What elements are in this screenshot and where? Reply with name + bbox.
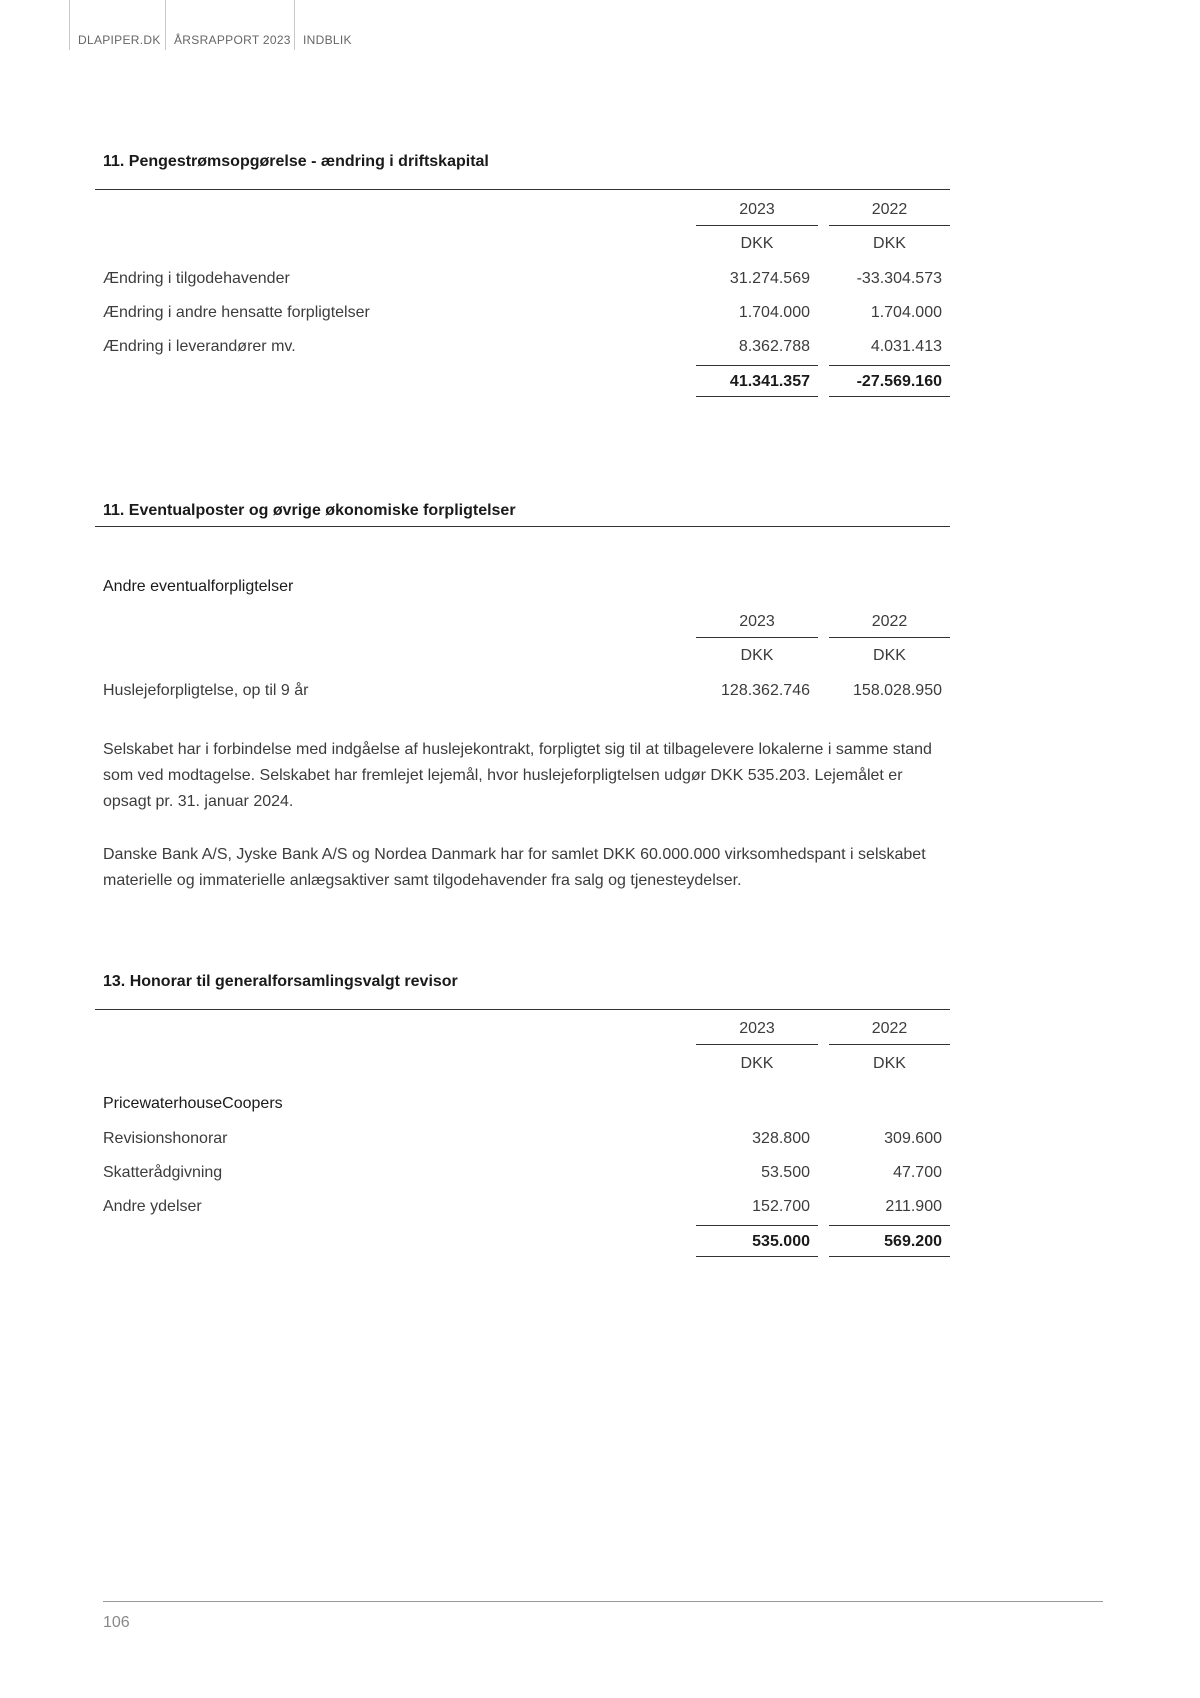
nav-item-indblik[interactable]: INDBLIK — [294, 0, 374, 50]
year-2023-header: 2023 — [696, 606, 818, 638]
section-divider — [95, 526, 950, 527]
section-divider — [95, 189, 950, 190]
subsection-title: Andre eventualforpligtelser — [103, 578, 294, 595]
currency-2023-header: DKK — [740, 1055, 774, 1072]
total-2022: -27.569.160 — [829, 365, 950, 397]
value-2023: 152.700 — [752, 1198, 810, 1215]
row-label: Ændring i leverandører mv. — [103, 338, 296, 355]
value-2022: 158.028.950 — [853, 682, 942, 699]
row-label: Revisionshonorar — [103, 1130, 228, 1147]
value-2022: 309.600 — [884, 1130, 942, 1147]
value-2022: 1.704.000 — [870, 304, 942, 321]
table-group-row — [0, 1088, 1200, 1120]
table-row — [0, 1157, 1200, 1189]
currency-2022-header: DKK — [873, 235, 906, 252]
value-2022: 211.900 — [885, 1198, 942, 1215]
section-title-auditor-fees: 13. Honorar til generalforsamlingsvalgt revisor — [103, 973, 458, 990]
currency-2022-header: DKK — [873, 1055, 906, 1072]
table-header-years — [0, 194, 1200, 226]
table-total-row — [0, 1225, 1200, 1257]
section-title-contingencies: 11. Eventualposter og øvrige økonomiske forpligtelser — [103, 502, 516, 519]
year-2022-header: 2022 — [829, 194, 950, 226]
value-2022: -33.304.573 — [856, 270, 942, 287]
table-header-currency — [0, 228, 1200, 260]
table-row — [0, 675, 1200, 707]
currency-2022-header: DKK — [873, 647, 906, 664]
year-2022-header: 2022 — [829, 606, 950, 638]
row-label: Huslejeforpligtelse, op til 9 år — [103, 682, 309, 699]
table-header-years — [0, 606, 1200, 638]
table-row — [0, 1123, 1200, 1155]
value-2023: 8.362.788 — [738, 338, 810, 355]
nav-item-aarsrapport[interactable]: ÅRSRAPPORT 2023 — [165, 0, 294, 50]
value-2022: 4.031.413 — [870, 338, 942, 355]
currency-2023-header: DKK — [740, 235, 774, 252]
section-title-cashflow: 11. Pengestrømsopgørelse - ændring i driftskapital — [103, 153, 489, 170]
total-2023: 41.341.357 — [696, 365, 818, 397]
nav-item-dlapiper[interactable]: DLAPIPER.DK — [69, 0, 165, 50]
value-2022: 47.700 — [893, 1164, 942, 1181]
year-2023-header: 2023 — [696, 194, 818, 226]
total-2022: 569.200 — [829, 1225, 950, 1257]
value-2023: 128.362.746 — [721, 682, 810, 699]
table-header-currency — [0, 640, 1200, 672]
paragraph-pledge: Danske Bank A/S, Jyske Bank A/S og Nordea Danmark har for samlet DKK 60.000.000 virksomhedspant i selskabet materielle og immaterielle anlægsaktiver samt tilgodehavender fra salg og tjenesteydelser. — [103, 846, 926, 889]
currency-2023-header: DKK — [740, 647, 774, 664]
table-header-years — [0, 1013, 1200, 1045]
table-row — [0, 1191, 1200, 1223]
row-label: Ændring i andre hensatte forpligtelser — [103, 304, 370, 321]
page-number: 106 — [103, 1614, 130, 1631]
year-2022-header: 2022 — [829, 1013, 950, 1045]
value-2023: 53.500 — [761, 1164, 810, 1181]
table-header-currency — [0, 1048, 1200, 1080]
table-total-row — [0, 365, 1200, 397]
section-divider — [95, 1009, 950, 1010]
table-row — [0, 297, 1200, 329]
year-2023-header: 2023 — [696, 1013, 818, 1045]
table-row — [0, 263, 1200, 295]
value-2023: 1.704.000 — [738, 304, 810, 321]
value-2023: 328.800 — [752, 1130, 810, 1147]
row-label: Andre ydelser — [103, 1198, 202, 1215]
group-label: PricewaterhouseCoopers — [103, 1095, 283, 1112]
total-2023: 535.000 — [696, 1225, 818, 1257]
row-label: Ændring i tilgodehavender — [103, 270, 290, 287]
paragraph-lease: Selskabet har i forbindelse med indgåelse af huslejekontrakt, forpligtet sig til at tilbagelevere lokalerne i samme stand som ved modtagelse. Selskabet har fremlejet lejemål, hvor huslejeforpligtelsen udgør DKK 535.203. Lejemålet er opsagt pr. 31. januar 2024. — [103, 741, 932, 810]
row-label: Skatterådgivning — [103, 1164, 223, 1181]
value-2023: 31.274.569 — [729, 270, 810, 287]
footer-divider — [103, 1601, 1103, 1602]
table-row — [0, 331, 1200, 363]
